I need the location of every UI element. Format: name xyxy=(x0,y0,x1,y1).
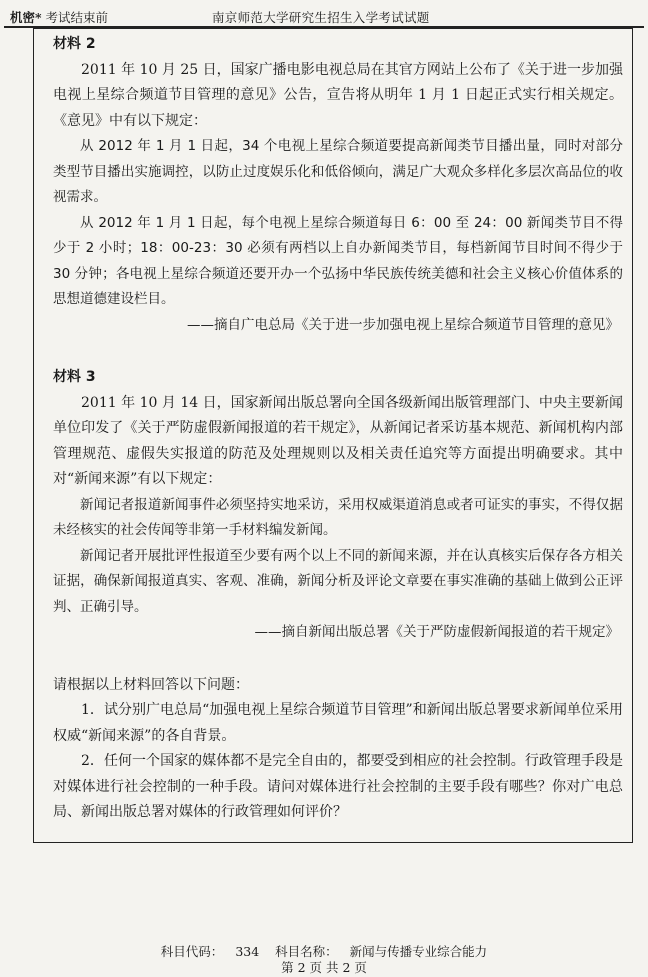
questions-prompt: 请根据以上材料回答以下问题： xyxy=(53,676,249,693)
material3-quote-2: 新闻记者开展批评性报道至少要有两个以上不同的新闻来源，并在认真核实后保存各方相关证据，确保新闻报道真实、客观、准确，新闻分析及评论文章要在事实准确的基础上做到公正评判、正确引导。 xyxy=(53,547,623,615)
subject-name-label: 科目名称： xyxy=(275,944,338,959)
question-2: 2．任何一个国家的媒体都不是完全自由的，都要受到相应的社会控制。行政管理手段是对媒体进行社会控制的一种手段。请问对媒体进行社会控制的主要手段有哪些？你对广电总局、新闻出版总署对媒体的行政管理如何评价？ xyxy=(53,753,623,820)
material2-intro: 2011 年 10 月 25 日，国家广播电影电视总局在其官方网站上公布了《关于进一步加强电视上星综合频道节目管理的意见》公告，宣告将从明年 1 月 1 日起正式实行相关规定。《意见》中有以下规定： xyxy=(53,61,623,129)
question-1: 1．试分别广电总局“加强电视上星综合频道节目管理”和新闻出版总署要求新闻单位采用权威“新闻来源”的各自背景。 xyxy=(53,702,623,744)
material3-heading: 材料 3 xyxy=(53,369,96,385)
exam-content xyxy=(53,32,623,826)
subject-code: 334 xyxy=(235,944,260,959)
material3-source: ——摘自新闻出版总署《关于严防虚假新闻报道的若干规定》 xyxy=(254,624,619,640)
material3-intro: 2011 年 10 月 14 日，国家新闻出版总署向全国各级新闻出版管理部门、中央主要新闻单位印发了《关于严防虚假新闻报道的若干规定》，从新闻记者采访基本规范、新闻机构内部管理规范、虚假失实报道的防范及处理规则以及相关责任追究等方面提出明确要求。其中对“新闻来源”有以下规定： xyxy=(53,394,623,487)
page-header xyxy=(0,6,648,26)
material2-quote-2: 从 2012 年 1 月 1 日起，每个电视上星综合频道每日 6：00 至 24：00 新闻类节目不得少于 2 小时；18：00-23：30 必须有两档以上自办新闻类节目，每档新闻节目时间不得少于 30 分钟；各电视上星综合频道还要开办一个弘扬中华民族传统美德和社会主义核心价值体系的思想道德建设栏目。 xyxy=(53,214,623,307)
material3-quote-1: 新闻记者报道新闻事件必须坚持实地采访，采用权威渠道消息或者可证实的事实，不得仅据未经核实的社会传闻等非第一手材料编发新闻。 xyxy=(53,496,623,538)
section-gap xyxy=(53,338,623,365)
section-gap xyxy=(53,646,623,673)
subject-code-label: 科目代码： xyxy=(160,944,224,959)
exam-title: 南京师范大学研究生招生入学考试试题 xyxy=(212,10,430,25)
material2-quote-1: 从 2012 年 1 月 1 日起，34 个电视上星综合频道要提高新闻类节目播出量，同时对部分类型节目播出实施调控，以防止过度娱乐化和低俗倾向，满足广大观众多样化多层次高品位的收视需求。 xyxy=(53,138,623,205)
confidential-mark xyxy=(10,8,108,26)
page-number: 第 2 页 共 2 页 xyxy=(281,960,367,975)
confidential-note: 考试结束前 xyxy=(45,10,109,25)
confidential-label: 机密* xyxy=(10,10,42,25)
subject-name: 新闻与传播专业综合能力 xyxy=(349,944,488,959)
material2-source: ——摘自广电总局《关于进一步加强电视上星综合频道节目管理的意见》 xyxy=(187,316,619,333)
material2-heading: 材料 2 xyxy=(53,36,96,52)
